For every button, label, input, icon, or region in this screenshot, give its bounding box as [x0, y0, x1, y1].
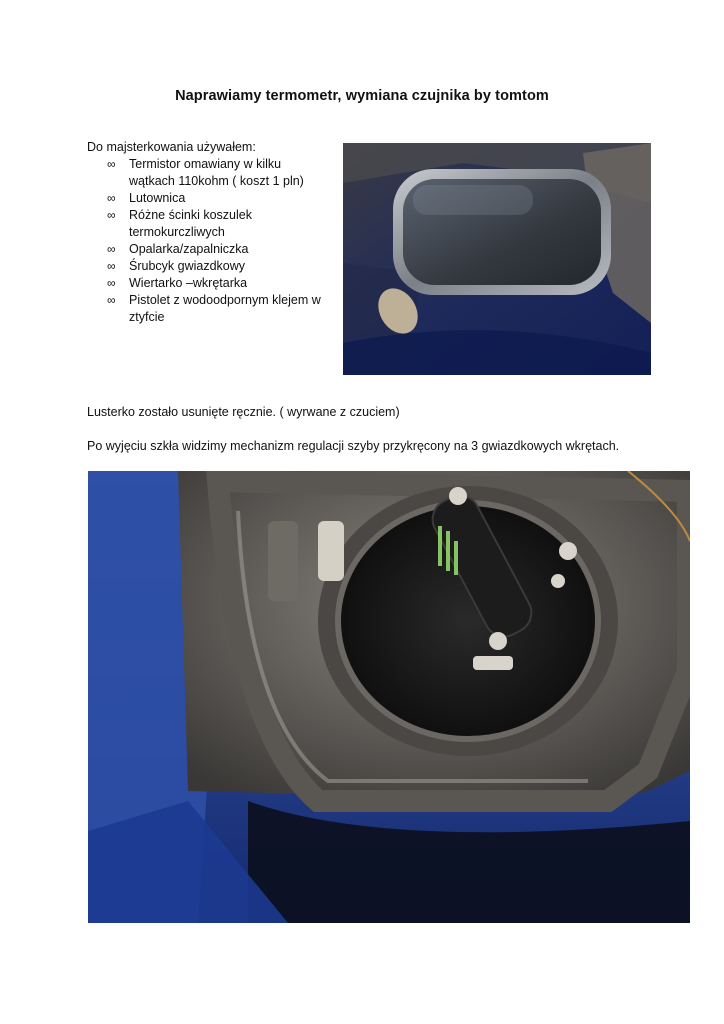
tool-item — [87, 275, 337, 292]
page-title: Naprawiamy termometr, wymiana czujnika by tomtom — [175, 88, 549, 104]
tool-item — [87, 241, 337, 258]
photo-car-mirror — [343, 143, 651, 375]
photo-mirror-mechanism — [88, 471, 690, 923]
tool-item — [87, 190, 337, 207]
intro-text: Do majsterkowania używałem: — [87, 140, 256, 154]
tool-item — [87, 207, 337, 241]
paragraph-mechanism: Po wyjęciu szkła widzimy mechanizm regulacji szyby przykręcony na 3 gwiazdkowych wkrętach. — [87, 439, 620, 453]
tool-item-text: Różne ścinki koszulek — [129, 208, 252, 222]
tool-item — [87, 156, 337, 190]
bullet-icon: ∞ — [107, 293, 116, 307]
tool-item-text: Termistor omawiany w kilku — [129, 157, 282, 171]
tool-item-text: Pistolet z wodoodpornym klejem w — [129, 293, 321, 307]
tool-item — [87, 258, 337, 275]
tool-item-text: wątkach 110kohm ( koszt 1 pln) — [129, 174, 304, 188]
bullet-icon: ∞ — [107, 191, 116, 205]
tool-item — [87, 292, 337, 326]
tool-item-text: Lutownica — [129, 191, 186, 205]
tool-item-text: Opalarka/zapalniczka — [129, 242, 249, 256]
paragraph-mirror-removed: Lusterko zostało usunięte ręcznie. ( wyrwane z czuciem) — [87, 405, 400, 419]
bullet-icon: ∞ — [107, 208, 116, 222]
tools-list — [87, 156, 337, 326]
tool-item-text: ztyfcie — [129, 310, 165, 324]
tool-item-text: Śrubcyk gwiazdkowy — [129, 259, 246, 273]
bullet-icon: ∞ — [107, 276, 116, 290]
bullet-icon: ∞ — [107, 157, 116, 171]
bullet-icon: ∞ — [107, 259, 116, 273]
bullet-icon: ∞ — [107, 242, 116, 256]
tool-item-text: Wiertarko –wkrętarka — [129, 276, 248, 290]
tool-item-text: termokurczliwych — [129, 225, 225, 239]
